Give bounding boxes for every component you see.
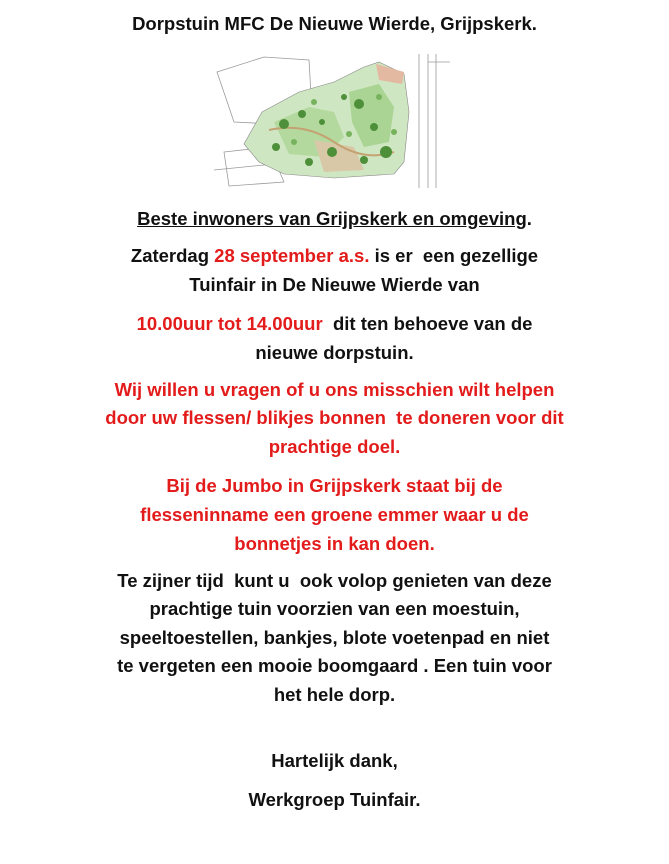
- greeting: Beste inwoners van Grijpskerk en omgeving: [137, 208, 527, 229]
- announcement-line-4: nieuwe dorpstuin.: [255, 342, 414, 363]
- event-time: 10.00uur tot 14.00uur: [136, 313, 323, 334]
- future-line: speeltoestellen, bankjes, blote voetenpad en niet: [119, 627, 550, 648]
- future-line: prachtige tuin voorzien van een moestuin,: [149, 598, 520, 619]
- page-title: Dorpstuin MFC De Nieuwe Wierde, Grijpskerk.: [132, 13, 537, 34]
- request-line: Wij willen u vragen of u ons misschien wilt helpen: [114, 379, 555, 400]
- closing-signature: Werkgroep Tuinfair.: [248, 789, 421, 810]
- request-line: prachtige doel.: [268, 436, 401, 457]
- announcement-rest: is er een gezellige: [369, 245, 539, 266]
- announcement-line-1: [0, 245, 669, 267]
- future-line: het hele dorp.: [273, 684, 396, 705]
- event-date: 28 september a.s.: [214, 245, 370, 266]
- jumbo-line: flesseninname een groene emmer waar u de: [140, 504, 529, 525]
- jumbo-line: bonnetjes in kan doen.: [234, 533, 435, 554]
- jumbo-line: Bij de Jumbo in Grijpskerk staat bij de: [166, 475, 503, 496]
- future-line: te vergeten een mooie boomgaard . Een tuin voor: [117, 655, 552, 676]
- greeting-punct: .: [526, 208, 532, 229]
- announcement-purpose: dit ten behoeve van de: [322, 313, 533, 334]
- closing-thanks: Hartelijk dank,: [271, 750, 398, 771]
- announcement-line-2: Tuinfair in De Nieuwe Wierde van: [189, 274, 480, 295]
- greeting-line: [0, 208, 669, 230]
- future-line: Te zijner tijd kunt u ook volop genieten van deze: [117, 570, 552, 591]
- site-plan-image: [214, 52, 450, 190]
- request-line: door uw flessen/ blikjes bonnen te doneren voor dit: [105, 407, 564, 428]
- announcement-day: Zaterdag: [130, 245, 215, 266]
- announcement-line-3: [0, 313, 669, 335]
